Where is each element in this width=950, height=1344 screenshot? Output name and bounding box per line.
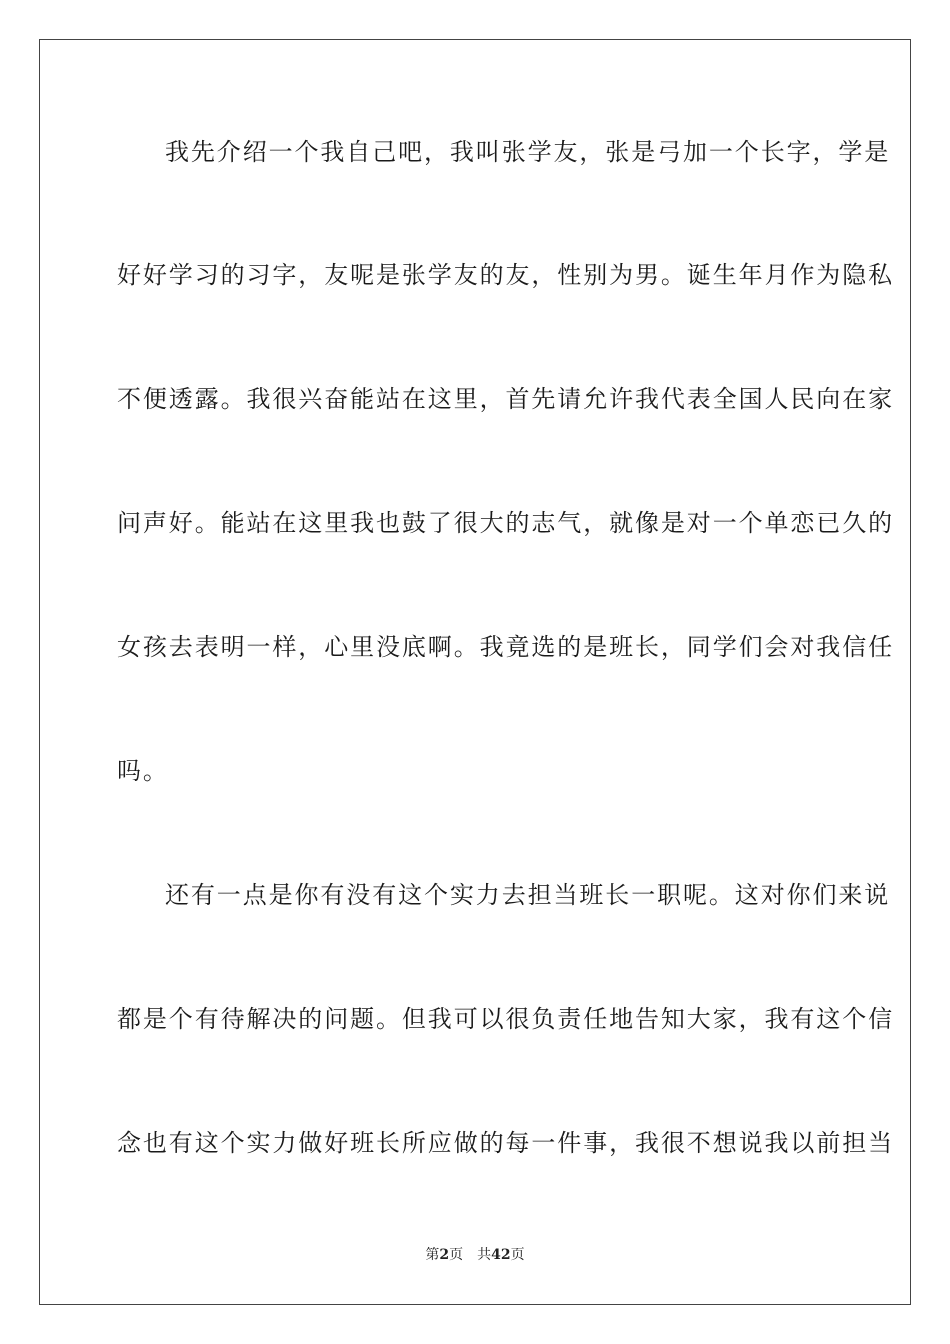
footer-total-pages: 42 bbox=[491, 1247, 511, 1263]
footer-total-prefix: 共 bbox=[477, 1247, 492, 1263]
footer-page-number: 2 bbox=[439, 1247, 450, 1263]
paragraph-1-line-5: 女孩去表明一样，心里没底啊。我竟选的是班长，同学们会对我信任 bbox=[117, 633, 894, 661]
paragraph-1-line-2: 好好学习的习字，友呢是张学友的友，性别为男。诞生年月作为隐私 bbox=[117, 261, 894, 289]
page-footer bbox=[0, 1246, 950, 1264]
footer-total-suffix: 页 bbox=[510, 1247, 525, 1263]
paragraph-1-line-6: 吗。 bbox=[117, 757, 169, 785]
paragraph-1-line-3: 不便透露。我很兴奋能站在这里，首先请允许我代表全国人民向在家 bbox=[117, 385, 894, 413]
paragraph-2-line-3: 念也有这个实力做好班长所应做的每一件事，我很不想说我以前担当 bbox=[117, 1129, 894, 1157]
footer-page-prefix: 第 bbox=[425, 1247, 440, 1263]
footer-page-suffix: 页 bbox=[449, 1247, 464, 1263]
paragraph-2-line-1: 还有一点是你有没有这个实力去担当班长一职呢。这对你们来说 bbox=[165, 881, 891, 909]
paragraph-2-line-2: 都是个有待解决的问题。但我可以很负责任地告知大家，我有这个信 bbox=[117, 1005, 894, 1033]
page-border bbox=[39, 39, 911, 1305]
paragraph-1-line-4: 问声好。能站在这里我也鼓了很大的志气，就像是对一个单恋已久的 bbox=[117, 509, 894, 537]
paragraph-1-line-1: 我先介绍一个我自己吧，我叫张学友，张是弓加一个长字，学是 bbox=[165, 138, 891, 166]
